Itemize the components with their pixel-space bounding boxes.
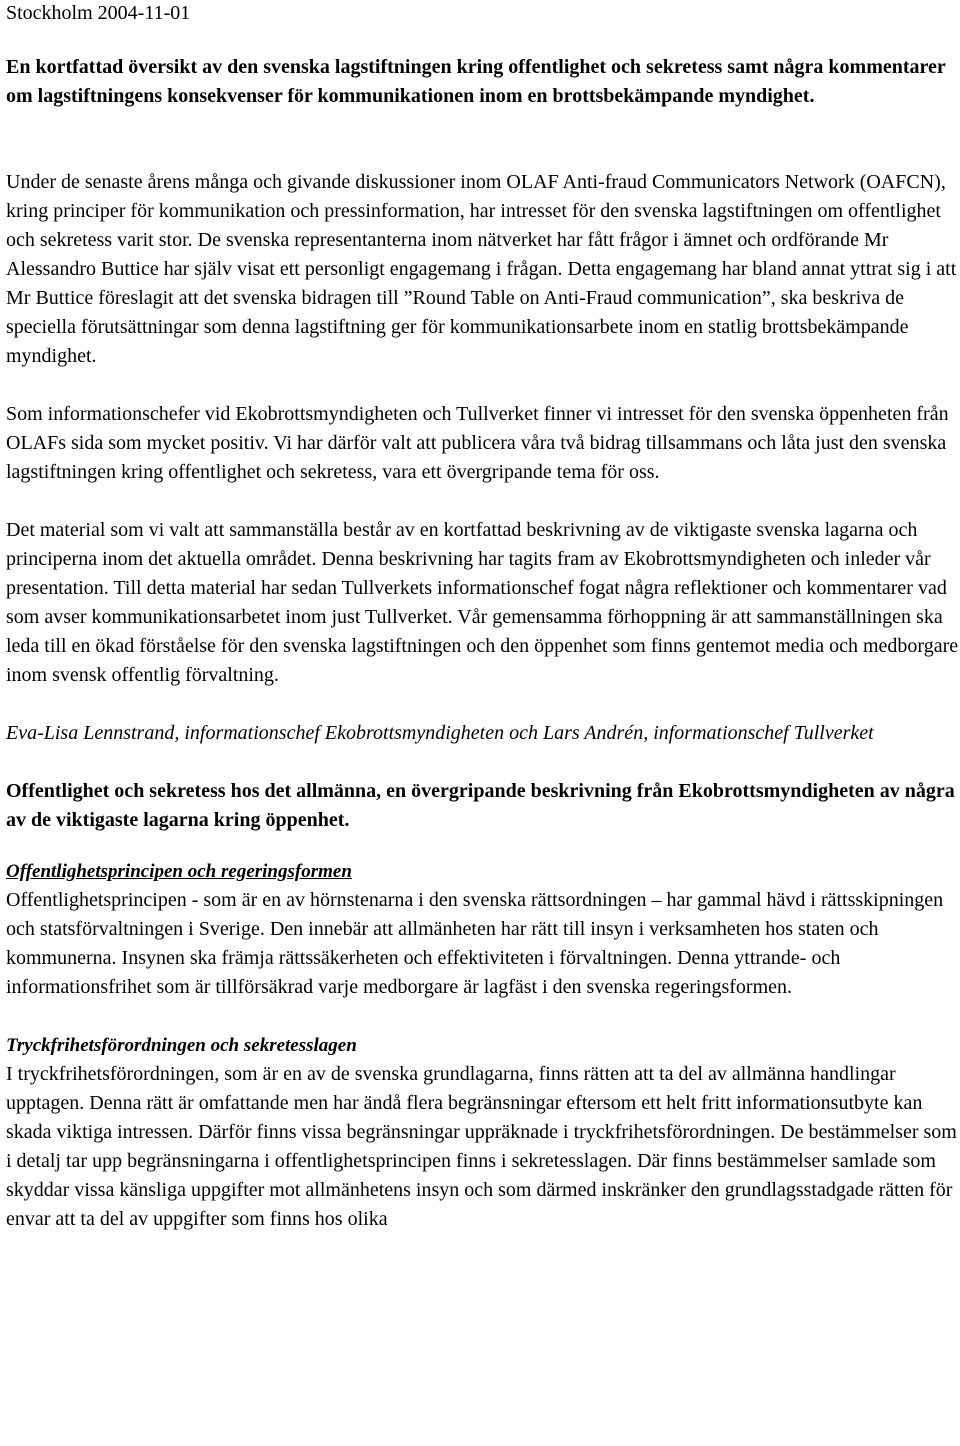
subheading-offentlighetsprincipen: Offentlighetsprincipen och regeringsformen (6, 861, 352, 882)
intro-paragraph-3: Det material som vi valt att sammanställa består av en kortfattad beskrivning av de viktigaste svenska lagarna och principerna inom det aktuella området. Denna beskrivning har tagits fram av Ekobrottsmyndigheten och inleder vår presentation. Till detta material har sedan Tullverkets informationschef fogat några reflektioner och kommentarer vad som avser kommunikationsarbetet inom just Tullverket. Vår gemensamma förhoppning är att sammanställningen ska leda till en ökad förståelse för den svenska lagstiftningen och den öppenhet som finns gentemot media och medborgare inom svensk offentlig förvaltning. (6, 519, 959, 686)
document-title: En kortfattad översikt av den svenska lagstiftningen kring offentlighet och sekretess samt några kommentarer om lagstiftningens konsekvenser för kommunikationen inom en brottsbekämpande myndighet. (6, 56, 946, 107)
intro-paragraph-2: Som informationschefer vid Ekobrottsmyndigheten och Tullverket finner vi intresset för den svenska öppenheten från OLAFs sida som mycket positiv. Vi har därför valt att publicera våra två bidrag tillsammans och låta just den svenska lagstiftningen kring offentlighet och sekretess, vara ett övergripande tema för oss. (6, 403, 949, 483)
intro-paragraph-1: Under de senaste årens många och givande diskussioner inom OLAF Anti-fraud Communicators Network (OAFCN), kring principer för kommunikation och pressinformation, har intresset för den svenska lagstiftningen om offentlighet och sekretess varit stor. De svenska representanterna inom nätverket har fått frågor i ämnet och ordförande Mr Alessandro Buttice har själv visat ett personligt engagemang i frågan. Detta engagemang har bland annat yttrat sig i att Mr Buttice föreslagit att det svenska bidragen till ”Round Table on Anti-Fraud communication”, ska beskriva de speciella förutsättningar som denna lagstiftning ger för kommunikationsarbete inom en statlig brottsbekämpande myndighet. (6, 171, 957, 367)
signature: Eva-Lisa Lennstrand, informationschef Ekobrottsmyndigheten och Lars Andrén, informationschef Tullverket (6, 722, 874, 744)
dateline: Stockholm 2004-11-01 (6, 2, 191, 24)
section-text-tryckfrihetsforordningen: I tryckfrihetsförordningen, som är en av de svenska grundlagarna, finns rätten att ta del av allmänna handlingar upptagen. Denna rätt är omfattande men har ändå flera begränsningar eftersom ett helt fritt informationsutbyte kan skada viktiga intressen. Därför finns vissa begränsningar uppräknade i tryckfrihetsförordningen. De bestämmelser som i detalj tar upp begränsningarna i offentlighetsprincipen finns i sekretesslagen. Där finns bestämmelser samlade som skyddar vissa känsliga uppgifter mot allmänhetens insyn och som därmed inskränker den grundlagsstadgade rätten för envar att ta del av uppgifter som finns hos olika (6, 1063, 957, 1230)
subheading-tryckfrihetsforordningen: Tryckfrihetsförordningen och sekretesslagen (6, 1035, 357, 1056)
section-title: Offentlighet och sekretess hos det allmänna, en övergripande beskrivning från Ekobrottsmyndigheten av några av de viktigaste lagarna kring öppenhet. (6, 780, 955, 831)
section-text-offentlighetsprincipen: Offentlighetsprincipen - som är en av hörnstenarna i den svenska rättsordningen – har gammal hävd i rättsskipningen och statsförvaltningen i Sverige. Den innebär att allmänheten har rätt till insyn i verksamheten hos staten och kommunerna. Insynen ska främja rättssäkerheten och effektiviteten i förvaltningen. Denna yttrande- och informationsfrihet som är tillförsäkrad varje medborgare är lagfäst i den svenska regeringsformen. (6, 889, 944, 998)
